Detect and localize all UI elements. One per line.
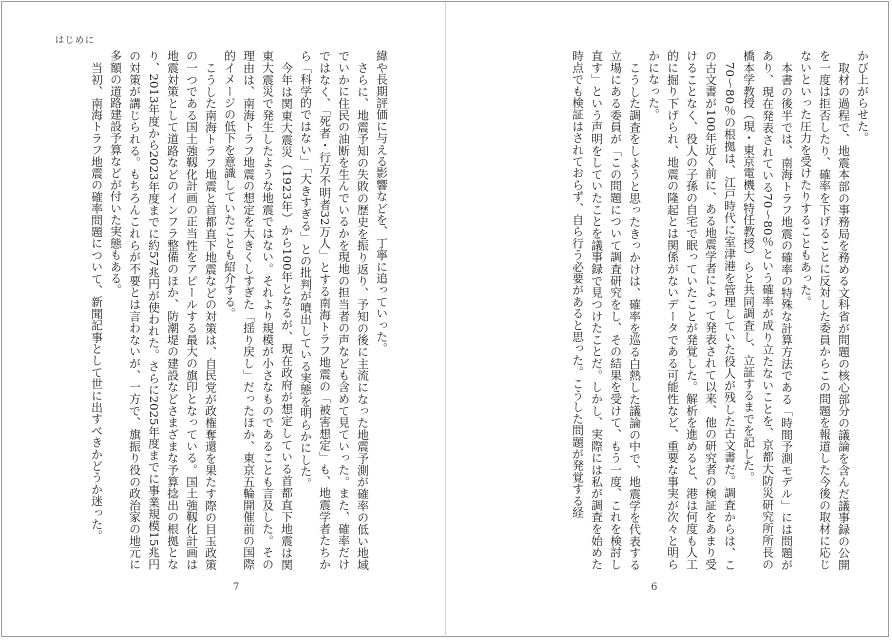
left-paragraph-1: 緯や長期評価に与える影響などを、丁寧に追っていった。 [375,50,389,355]
right-page [446,0,892,640]
left-paragraph-4: こうした南海トラフ地震と首都直下地震などの対策は、自民党が政権奪還を果たす際の目玉政策の一つである国土強靱化計画の正当性をアピールする最大の旗印となっている。国土強靱化計画は地震対策として道路などのインフラ整備のほか、防潮堤の建設などさまざまな予算捻出の根拠となり、2013年度から2023年度までに約57兆円が使われた。さらに2025年度までに事業規模15兆円の対策が講じられる。もちろんこれらが不要とは言わないが、一方で、旗振り役の政治家の地元に多額の道路建設予算などが付いた実態もある。 [109,50,218,570]
right-page-body [470,50,872,570]
right-page-number: 6 [651,582,658,593]
right-paragraph-5: こうした調査をしようと思ったきっかけは、確率を巡る白熱した議論の中で、地震学を代表する立場にある委員が「この問題について調査研究をし、その結果を受けて、もう一度、これを検討し直す」という声明をしていたことを議事録で見つけたことだ。しかし、実際には私が調査を始めた時点でも検証はされておらず、自ら行う必要があると思った。こうした問題が発覚する経 [571,50,642,570]
right-paragraph-2: 取材の過程で、地震本部の事務局を務める文科省が問題の核心部分の議論を含んだ議事録の公開を一度は拒否したり、確率を下げることに反対した委員からこの問題を報道した今後の取材に応じないといった圧力を受けたりすることもあった。 [799,50,851,570]
left-paragraph-5: 当初、南海トラフ地震の確率問題について、新聞記事として世に出すべきかどうか迷った。 [90,61,104,542]
running-head: はじめに [55,36,96,46]
left-page-body [51,50,391,570]
left-paragraph-2: さらに、地震予知の失敗の歴史を振り返り、予知の後に主流になった地震予測が確率の低い地域でいかに住民の油断を生んでいるかを現地の担当者の声なども含めて見ていった。また、確率だけではなく、「死者・行方不明者32万人」とする南海トラフ地震の「被害想定」も、地震学者たちから「科学的ではない」「大きすぎる」との批判が噴出している実態を明らかにした。 [299,50,370,570]
right-paragraph-1: かび上がらせた。 [856,50,870,144]
right-paragraph-3: 本書の後半では、南海トラフ地震の確率の特殊な計算方法である「時間予測モデル」には問題があり、現在発表されている70〜80％という確率が成り立たないことを、京都大防災研究所所長の橋本学教授（現・東京電機大特任教授）らと共同調査し、立証するまでを記した。 [742,50,794,570]
left-paragraph-3: 今年は関東大震災（1923年）から100年となるが、現在政府が想定している首都直下地震は関東大震災で発生したような地震ではない。それより規模が小さなものであることも言及した。その理由は、南海トラフ地震の想定を大きくしすぎた「揺り戻し」だったほか、東京五輪開催前の国際的イメージの低下を意識していたことも紹介する。 [223,50,294,570]
left-page-number: 7 [233,582,240,593]
right-paragraph-4: 70〜80％の根拠は、江戸時代に室津港を管理していた役人が残した古文書だ。調査からは、この古文書が100年近く前に、ある地震学者によって発表されて以来、他の研究者の検証をあまり受けることなく、役人の子孫の自宅で眠っていたことが発覚した。解析を進めると、港は何度も人工的に掘り下げられ、地震の隆起とは関係がないデータである可能性など、重要な事実が次々と明らかになった。 [647,50,737,570]
